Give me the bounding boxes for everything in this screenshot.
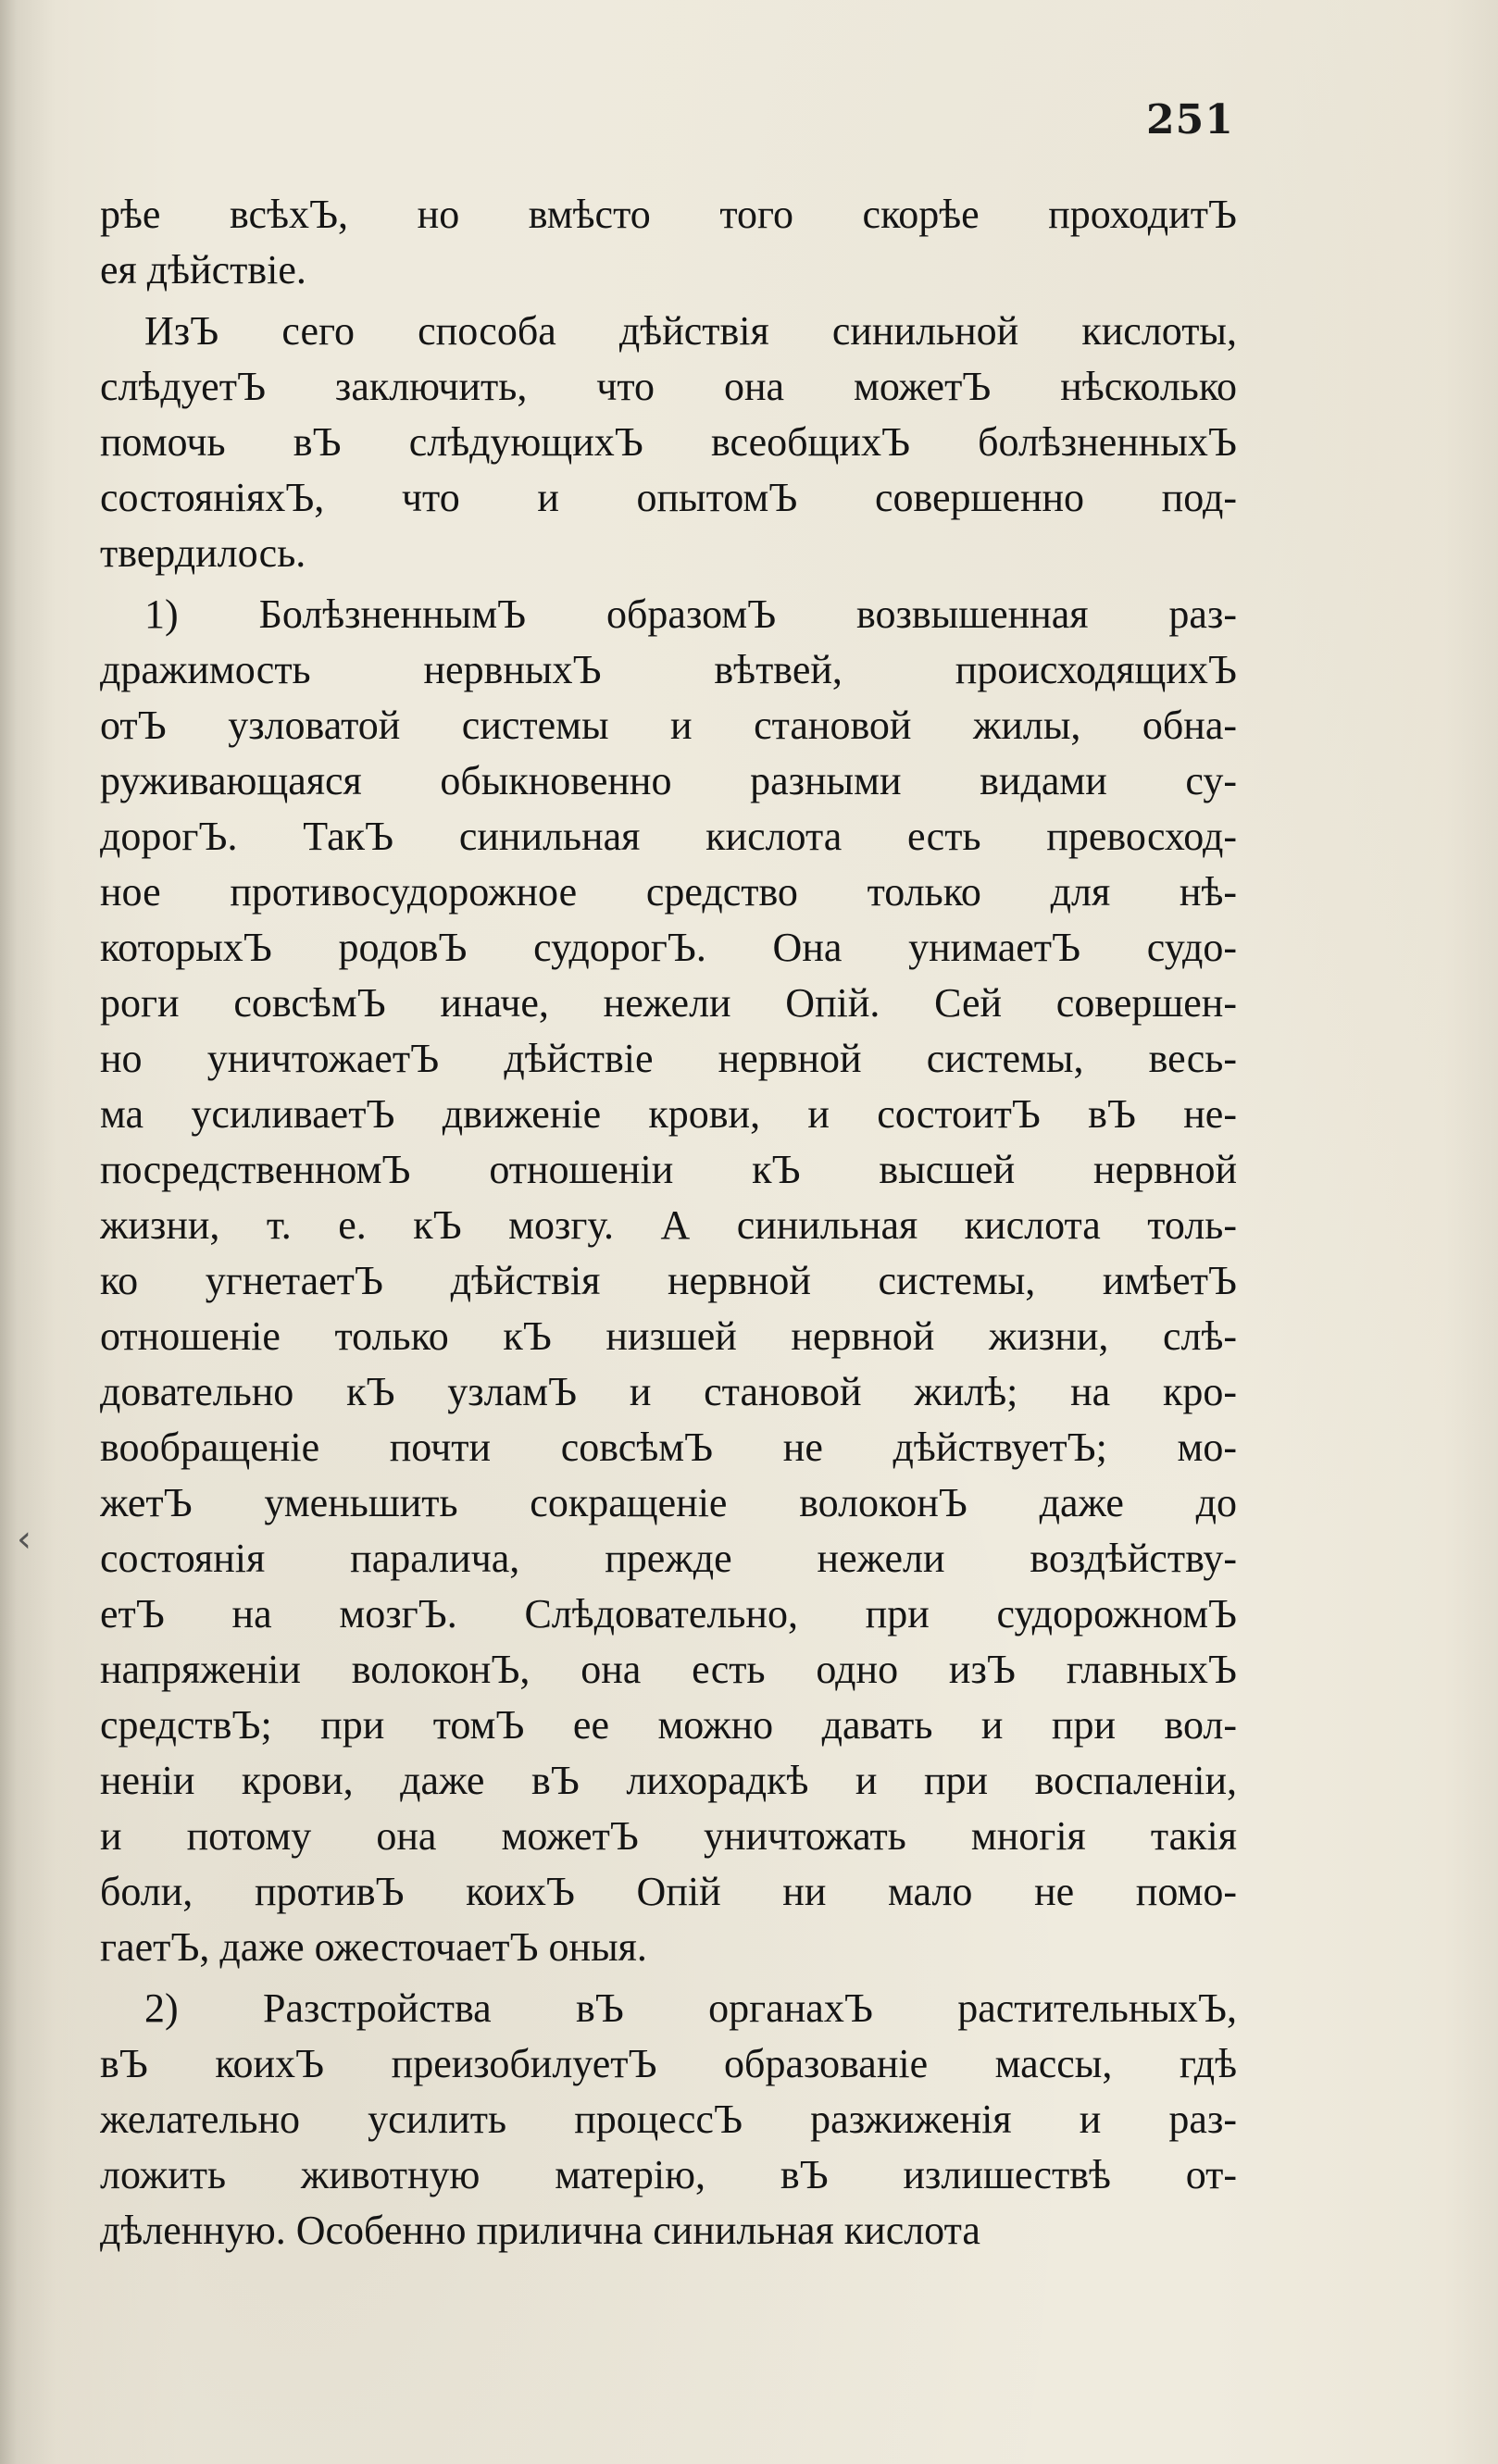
- page-text: [100, 187, 1237, 2259]
- page-number: 251: [1146, 96, 1234, 143]
- text-line: и потому она можетЪ уничтожать многія такія: [100, 1813, 1237, 1859]
- text-line: но уничтожаетЪ дѣйствіе нервной системы, весь-: [100, 1036, 1237, 1081]
- text-line: дорогЪ. ТакЪ синильная кислота есть превосход-: [100, 814, 1237, 859]
- text-line: жизни, т. е. кЪ мозгу. А синильная кислота толь-: [100, 1202, 1237, 1248]
- text-line: 1) БолѣзненнымЪ образомЪ возвышенная раз-: [144, 591, 1237, 637]
- text-line: ИзЪ сего способа дѣйствія синильной кислоты,: [144, 308, 1237, 354]
- text-line: гаетЪ, даже ожесточаетЪ оныя.: [100, 1924, 647, 1970]
- text-line: отЪ узловатой системы и становой жилы, обна-: [100, 703, 1237, 748]
- text-line: ко угнетаетЪ дѣйствія нервной системы, имѣетЪ: [100, 1258, 1237, 1303]
- text-line: етЪ на мозгЪ. Слѣдовательно, при судорожномЪ: [100, 1591, 1237, 1636]
- paragraph: [100, 187, 1237, 298]
- text-line: руживающаяся обыкновенно разными видами су-: [100, 758, 1237, 803]
- text-line: состоянія паралича, прежде нежели воздѣйству-: [100, 1536, 1237, 1581]
- text-line: твердилось.: [100, 530, 306, 576]
- paragraph: [100, 587, 1237, 1975]
- text-line: довательно кЪ узламЪ и становой жилѣ; на кро-: [100, 1369, 1237, 1414]
- text-line: состояніяхЪ, что и опытомЪ совершенно под-: [100, 475, 1237, 520]
- text-line: дѣленную. Особенно прилична синильная кислота: [100, 2208, 980, 2253]
- text-line: ное противосудорожное средство только для нѣ-: [100, 869, 1237, 915]
- text-line: роги совсѣмЪ иначе, нежели Опій. Сей совершен-: [100, 980, 1237, 1026]
- text-line: рѣе всѣхЪ, но вмѣсто того скорѣе проходитЪ: [100, 192, 1237, 237]
- margin-mark: ‹: [17, 1518, 31, 1561]
- text-line: дражимость нервныхЪ вѣтвей, происходящихЪ: [100, 647, 1237, 692]
- text-line: напряженіи волоконЪ, она есть одно изЪ главныхЪ: [100, 1647, 1237, 1692]
- text-line: которыхЪ родовЪ судорогЪ. Она унимаетЪ судо-: [100, 925, 1237, 970]
- text-line: ложить животную матерію, вЪ излишествѣ от-: [100, 2152, 1237, 2197]
- paragraph: [100, 304, 1237, 581]
- text-line: слѣдуетЪ заключить, что она можетЪ нѣсколько: [100, 364, 1237, 409]
- text-line: средствЪ; при томЪ ее можно давать и при вол-: [100, 1702, 1237, 1748]
- text-line: помочь вЪ слѣдующихЪ всеобщихЪ болѣзненныхЪ: [100, 419, 1237, 465]
- paragraph: [100, 1981, 1237, 2259]
- text-line: неніи крови, даже вЪ лихорадкѣ и при воспаленіи,: [100, 1758, 1237, 1803]
- text-line: желательно усилить процессЪ разжиженія и раз-: [100, 2097, 1237, 2142]
- text-line: ея дѣйствіе.: [100, 247, 306, 292]
- text-line: жетЪ уменьшить сокращеніе волоконЪ даже до: [100, 1480, 1237, 1525]
- text-line: боли, противЪ коихЪ Опій ни мало не помо-: [100, 1869, 1237, 1914]
- text-line: посредственномЪ отношеніи кЪ высшей нервной: [100, 1147, 1237, 1192]
- text-line: 2) Разстройства вЪ органахЪ растительныхЪ,: [144, 1985, 1237, 2031]
- text-line: вообращеніе почти совсѣмЪ не дѣйствуетЪ; мо-: [100, 1425, 1237, 1470]
- text-line: ма усиливаетЪ движеніе крови, и состоитЪ вЪ не-: [100, 1091, 1237, 1137]
- text-line: вЪ коихЪ преизобилуетЪ образованіе массы, гдѣ: [100, 2041, 1237, 2086]
- text-line: отношеніе только кЪ низшей нервной жизни, слѣ-: [100, 1313, 1237, 1359]
